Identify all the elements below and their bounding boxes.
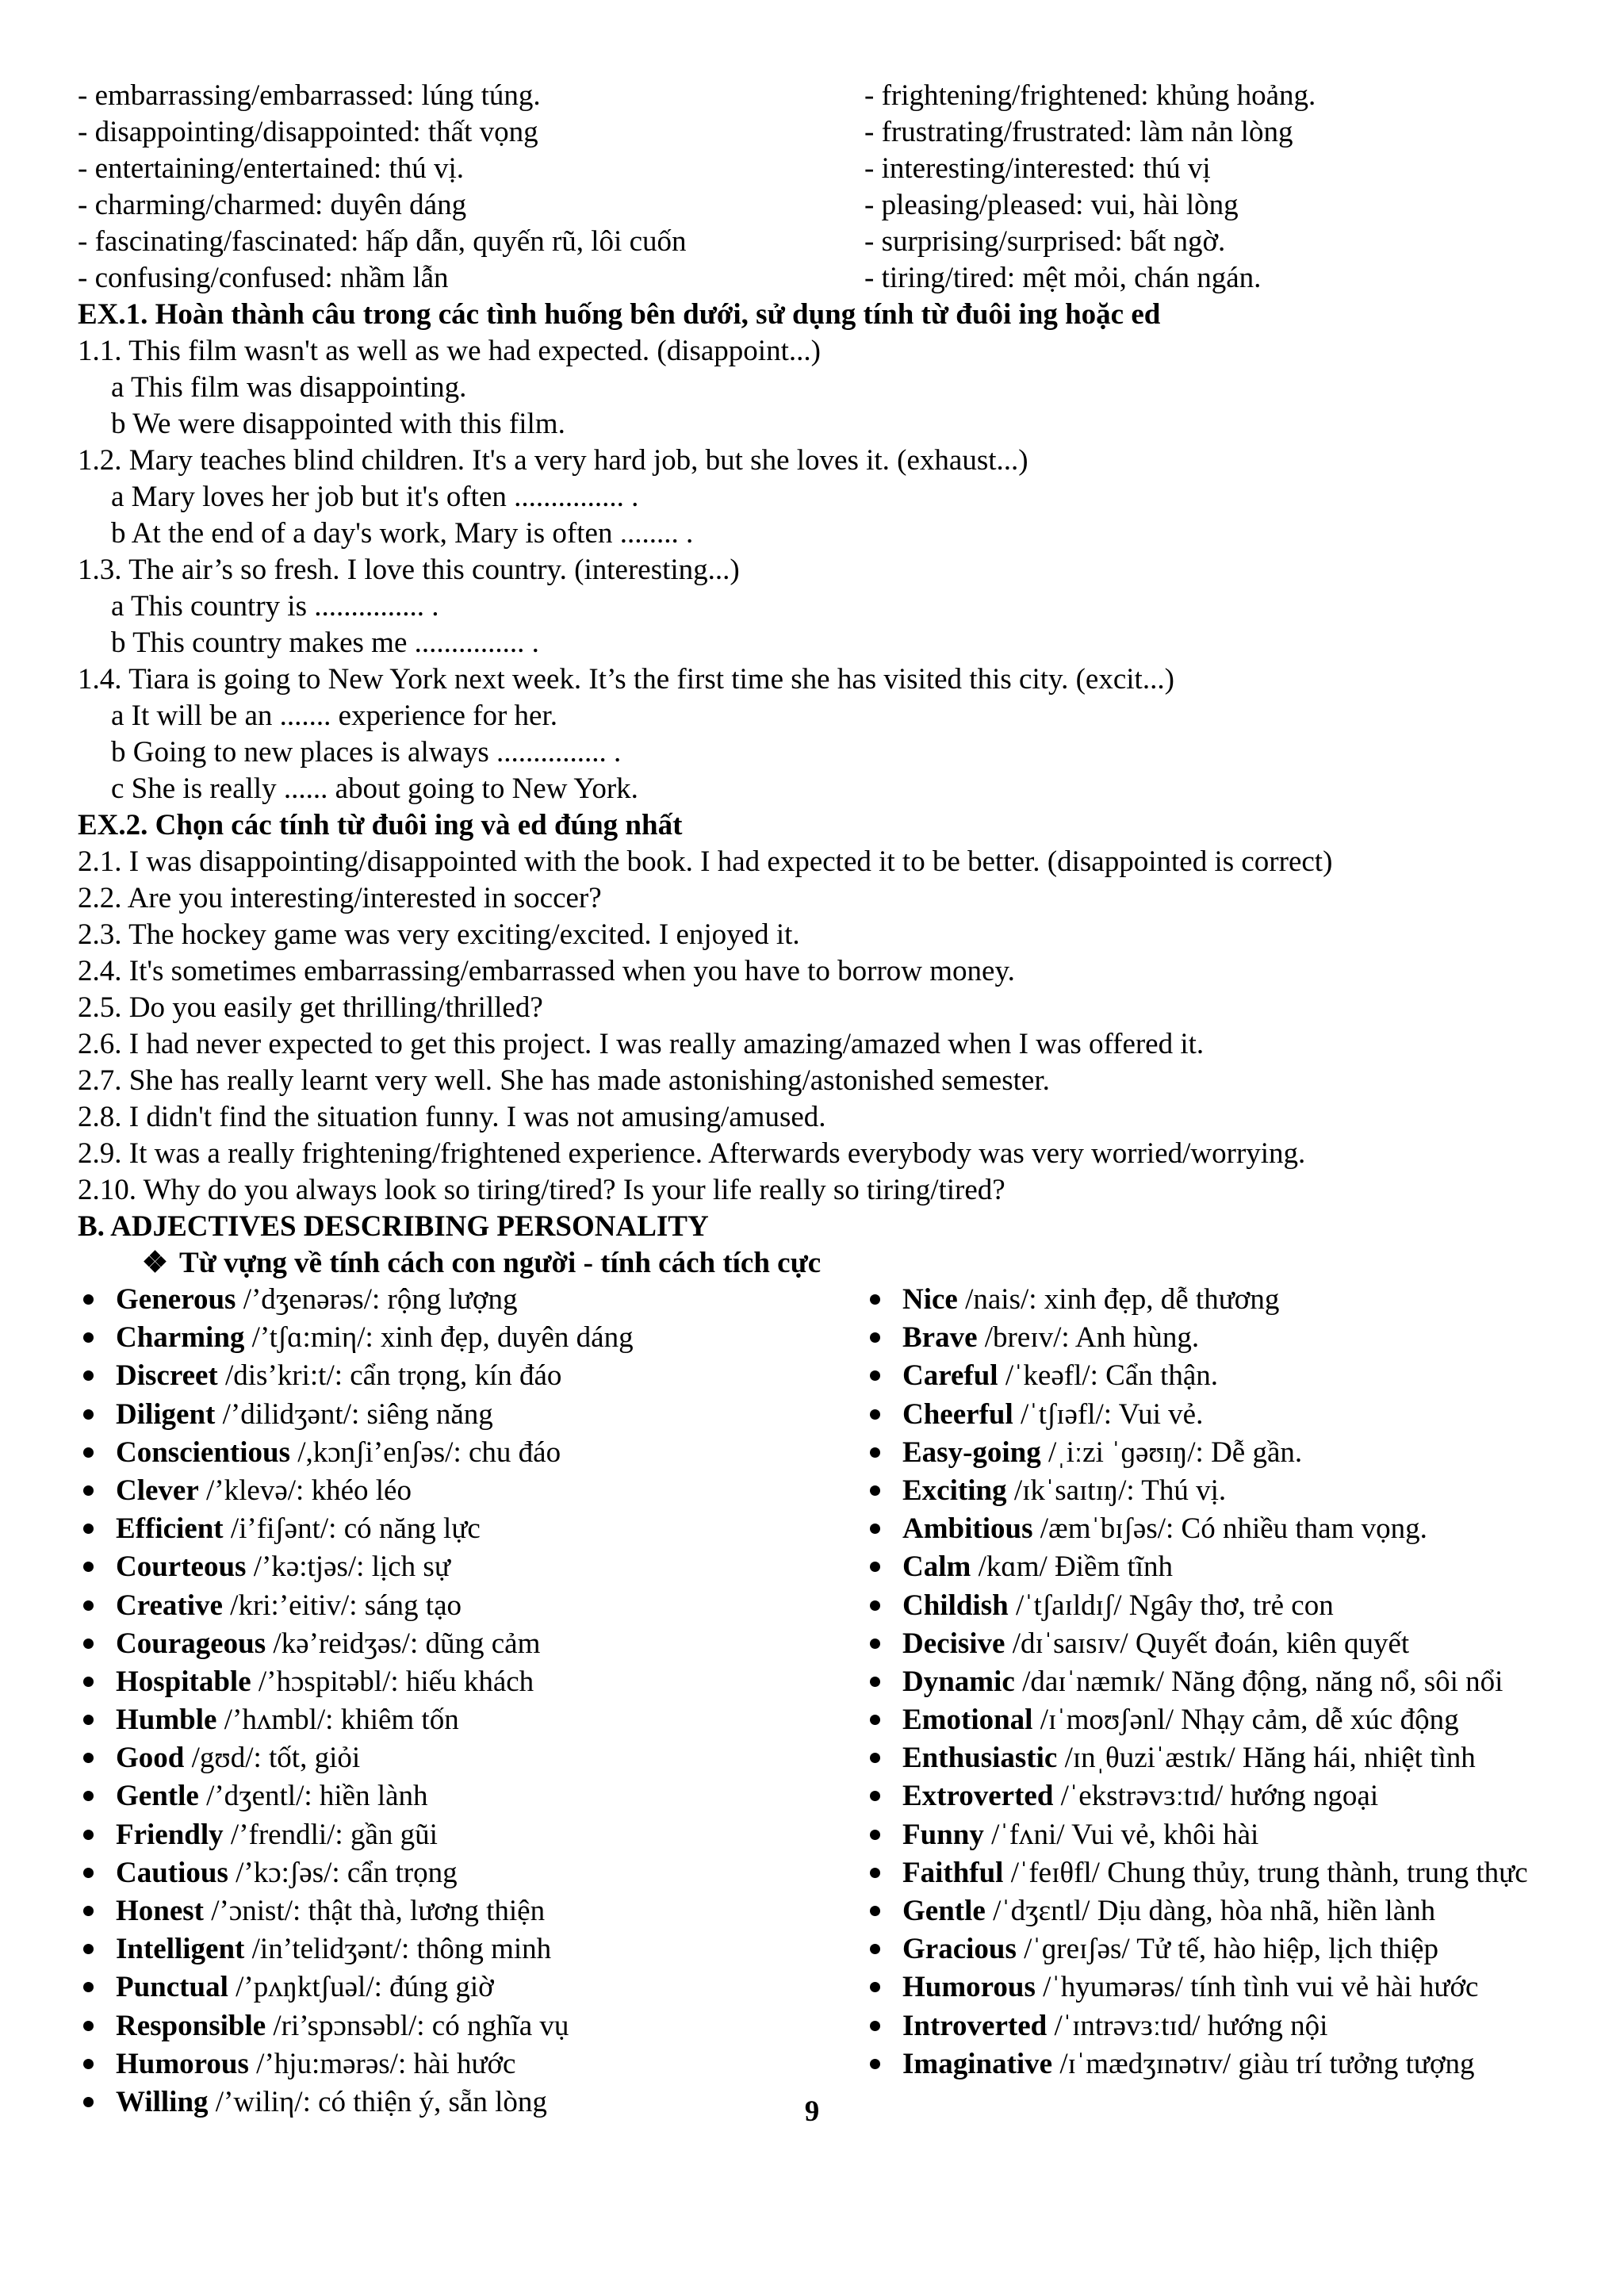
adjective-definition: /ˈfeɪθfl/ Chung thủy, trung thành, trung thực [1003,1856,1528,1889]
bullet-icon [78,1671,100,1693]
adjective-item [78,1626,864,1664]
adjective-entry [116,1626,540,1662]
adjective-word: Courageous [116,1627,266,1660]
ex1-option: b At the end of a day's work, Mary is often ........ . [111,517,694,550]
bullet-icon [864,1518,887,1540]
bullet-icon [864,1824,887,1846]
adjective-word: Hospitable [116,1665,251,1698]
ex2-question: 2.3. The hockey game was very exciting/excited. I enjoyed it. [78,918,800,951]
adjective-entry [902,1855,1528,1892]
adjective-entry [116,1320,634,1356]
bullet-icon [864,1480,887,1502]
adjective-entry [902,1664,1503,1700]
subheading-text: Từ vựng về tính cách con người - tính cách tích cực [179,1247,822,1279]
adjective-word: Nice [902,1283,958,1316]
adjective-entry [902,1397,1203,1433]
adjective-definition: /ˈtʃɪəfl/: Vui vẻ. [1013,1397,1204,1431]
adjective-item [864,1817,1568,1855]
ex2-lines [78,844,1568,1209]
page-number: 9 [804,2095,820,2128]
adjective-definition: /kə’reidʒəs/: dũng cảm [266,1627,541,1660]
section-b-subheading [78,1245,1568,1282]
adjective-word: Careful [902,1359,998,1393]
adjective-item [864,1778,1568,1816]
vocab-left: - embarrassing/embarrassed: lúng túng. [78,79,541,112]
adjective-entry [902,1626,1409,1662]
adjective-word: Imaginative [902,2047,1053,2080]
adjective-definition: /’hʌmbl/: khiêm tốn [216,1704,459,1737]
adjective-item [78,1664,864,1702]
adjective-entry [116,2008,569,2045]
adjective-definition: /ˈtʃaɪldɪʃ/ Ngây thơ, trẻ con [1008,1589,1334,1622]
bullet-icon [864,1709,887,1731]
adjective-entry [116,1931,551,1968]
ex1-option: a It will be an ....... experience for her. [111,700,557,732]
diamond-bullet-icon: ❖ [141,1247,168,1279]
vocab-row [78,78,1568,114]
ex1-heading: EX.1. Hoàn thành câu trong các tình huống bên dưới, sử dụng tính từ đuôi ing hoặc ed [78,298,1161,331]
adjective-definition: /,kɔnʃi’enʃəs/: chu đáo [289,1435,561,1469]
adjective-entry [116,1740,360,1777]
vocab-row [78,224,1568,260]
adjective-word: Cautious [116,1856,228,1889]
adjectives-left-column [78,1282,864,2122]
adjective-entry [902,1817,1258,1853]
adjective-definition: /dɪˈsaɪsɪv/ Quyết đoán, kiên quyết [1005,1627,1410,1660]
adjective-word: Discreet [116,1359,218,1393]
document-page [78,78,1568,2122]
ex2-question: 2.9. It was a really frightening/frightened experience. Afterwards everybody was very worried/worrying. [78,1137,1306,1170]
vocab-right: - interesting/interested: thú vị [864,152,1211,185]
adjective-word: Extroverted [902,1780,1054,1813]
adjective-entry [116,1397,493,1433]
adjective-item [78,1397,864,1435]
adjective-definition: /dis’kri:t/: cẩn trọng, kín đáo [217,1359,562,1393]
adjective-definition: /ɪˈmædʒɪnətɪv/ giàu trí tưởng tượng [1052,2047,1475,2080]
bullet-icon [864,1556,887,1578]
adjective-item [864,1969,1568,2007]
vocab-right: - pleasing/pleased: vui, hài lòng [864,189,1239,221]
adjective-item [864,1397,1568,1435]
adjective-definition: /ˌiːzi ˈɡəʊɪŋ/: Dễ gần. [1040,1435,1303,1469]
bullet-icon [864,1785,887,1807]
adjective-entry [902,1358,1218,1394]
adjective-entry [116,1778,428,1815]
adjective-word: Intelligent [116,1933,245,1966]
vocab-left: - fascinating/fascinated: hấp dẫn, quyến rũ, lôi cuốn [78,225,687,258]
bullet-icon [864,1289,887,1311]
adjective-word: Calm [902,1550,971,1584]
bullet-icon [864,1976,887,1999]
adjective-definition: /’klevə/: khéo léo [198,1474,412,1507]
adjective-word: Humble [116,1704,217,1737]
adjective-word: Gentle [116,1780,199,1813]
adjective-definition: /ˈekstrəvɜːtɪd/ hướng ngoại [1053,1780,1379,1813]
adjective-item [864,1702,1568,1740]
vocab-right: - surprising/surprised: bất ngờ. [864,225,1226,258]
adjective-definition: /gʊd/: tốt, giỏi [184,1742,361,1775]
adjective-item [864,1435,1568,1473]
bullet-icon [78,2053,100,2076]
adjective-item [78,1282,864,1320]
adjective-item [78,1893,864,1931]
adjective-word: Conscientious [116,1435,290,1469]
adjective-entry [116,1855,458,1892]
ex1-option: c She is really ...... about going to New York. [111,772,638,805]
adjective-word: Decisive [902,1627,1005,1660]
adjective-definition: /ˈɪntrəvɜːtɪd/ hướng nội [1047,2009,1328,2042]
adjective-definition: /’pʌŋktʃuəl/: đúng giờ [228,1971,494,2004]
bullet-icon [78,1900,100,1922]
adjective-word: Ambitious [902,1512,1033,1546]
adjective-entry [116,1817,438,1853]
adjective-definition: /ˈfʌni/ Vui vẻ, khôi hài [983,1818,1259,1851]
bullet-icon [78,1976,100,1999]
ex1-question: 1.1. This film wasn't as well as we had expected. (disappoint...) [78,335,821,367]
bullet-icon [78,1824,100,1846]
bullet-icon [78,1442,100,1464]
adjective-definition: /’wiliη/: có thiện ý, sẵn lòng [208,2085,547,2118]
bullet-icon [78,1709,100,1731]
adjective-item [78,1740,864,1778]
ex1-option: a This country is ............... . [111,590,439,623]
bullet-icon [78,1556,100,1578]
adjective-word: Enthusiastic [902,1742,1058,1775]
vocab-row [78,114,1568,151]
adjective-definition: /’dʒenərəs/: rộng lượng [236,1283,518,1316]
adjective-word: Cheerful [902,1397,1013,1431]
ex1-lines [78,333,1568,807]
adjective-entry [902,1969,1478,2006]
adjective-word: Humorous [902,1971,1036,2004]
ex1-option: a This film was disappointing. [111,371,467,404]
vocab-left: - entertaining/entertained: thú vị. [78,152,464,185]
adjective-entry [116,1282,517,1318]
personality-adjectives [78,1282,1568,2122]
bullet-icon [864,1404,887,1426]
bullet-icon [78,1747,100,1769]
adjective-definition: /æmˈbɪʃəs/: Có nhiều tham vọng. [1032,1512,1427,1546]
adjective-item [864,1282,1568,1320]
adjective-item [864,2008,1568,2046]
adjective-item [864,2046,1568,2084]
adjective-item [864,1931,1568,1969]
ex1-question: 1.4. Tiara is going to New York next week. It’s the first time she has visited this city. (excit...) [78,663,1174,696]
adjective-entry [902,1282,1279,1318]
bullet-icon [78,1862,100,1884]
adjective-definition: /’dʒentl/: hiền lành [198,1780,428,1813]
adjectives-right-column [864,1282,1568,2122]
adjective-definition: /’hju:mərəs/: hài hước [248,2047,516,2080]
adjective-item [78,1817,864,1855]
ex1-question: 1.2. Mary teaches blind children. It's a very hard job, but she loves it. (exhaust...) [78,444,1028,477]
adjective-definition: /in’telidʒənt/: thông minh [244,1933,552,1966]
adjective-word: Charming [116,1321,245,1355]
adjective-definition: /ri’spɔnsəbl/: có nghĩa vụ [266,2009,569,2042]
bullet-icon [864,1862,887,1884]
vocab-pairs [78,78,1568,297]
adjective-entry [116,1893,545,1930]
adjective-definition: /nais/: xinh đẹp, dễ thương [957,1283,1280,1316]
adjective-item [78,1588,864,1626]
adjective-word: Generous [116,1283,236,1316]
adjective-definition: /ˈhyumərəs/ tính tình vui vẻ hài hước [1035,1971,1479,2004]
adjective-definition: /’kə:tjəs/: lịch sự [246,1550,450,1584]
vocab-right: - tiring/tired: mệt mỏi, chán ngán. [864,262,1262,294]
adjective-definition: /breɪv/: Anh hùng. [977,1321,1200,1355]
vocab-right: - frustrating/frustrated: làm nản lòng [864,116,1293,148]
adjective-item [78,1358,864,1396]
adjective-item [78,1931,864,1969]
adjective-item [864,1473,1568,1511]
adjective-word: Honest [116,1895,204,1927]
adjective-word: Willing [116,2085,209,2118]
adjective-word: Clever [116,1474,199,1507]
section-b-heading: B. ADJECTIVES DESCRIBING PERSONALITY [78,1210,709,1243]
adjective-entry [902,1740,1476,1777]
adjective-definition: /kɑm/ Điềm tĩnh [971,1550,1174,1584]
adjective-definition: /’dilidʒənt/: siêng năng [215,1397,493,1431]
adjective-word: Good [116,1742,185,1775]
bullet-icon [864,1938,887,1961]
bullet-icon [78,1633,100,1655]
ex1-option: b Going to new places is always ............... . [111,736,622,769]
adjective-definition: /ˈdʒɛntl/ Dịu dàng, hòa nhã, hiền lành [985,1895,1436,1927]
bullet-icon [78,1480,100,1502]
adjective-definition: /ˈɡreɪʃəs/ Tử tế, hào hiệp, lịch thiệp [1016,1933,1438,1966]
bullet-icon [78,1404,100,1426]
adjective-entry [116,1969,494,2006]
adjective-entry [902,1549,1173,1585]
adjective-entry [116,2046,515,2083]
adjective-word: Gentle [902,1895,986,1927]
ex2-question: 2.2. Are you interesting/interested in soccer? [78,882,602,914]
bullet-icon [78,1518,100,1540]
adjective-entry [902,1893,1435,1930]
adjective-definition: /ɪnˌθuziˈæstɪk/ Hăng hái, nhiệt tình [1057,1742,1476,1775]
adjective-word: Easy-going [902,1435,1041,1469]
adjective-item [864,1511,1568,1549]
vocab-row [78,151,1568,187]
adjective-item [864,1549,1568,1587]
bullet-icon [78,1595,100,1617]
vocab-left: - disappointing/disappointed: thất vọng [78,116,538,148]
adjective-word: Dynamic [902,1665,1015,1698]
vocab-left: - confusing/confused: nhầm lẫn [78,262,449,294]
ex1-option: b We were disappointed with this film. [111,408,565,440]
adjective-item [864,1855,1568,1893]
adjective-word: Humorous [116,2047,249,2080]
adjective-entry [116,1511,481,1547]
adjective-item [78,2046,864,2084]
adjective-definition: /i’fiʃənt/: có năng lực [223,1512,481,1546]
ex1-option: a Mary loves her job but it's often ............... . [111,481,639,513]
bullet-icon [78,1289,100,1311]
adjective-entry [116,1358,561,1394]
adjective-definition: /’tʃɑ:miη/: xinh đẹp, duyên dáng [244,1321,634,1355]
adjective-item [78,1855,864,1893]
adjective-item [864,1664,1568,1702]
adjective-item [864,1588,1568,1626]
adjective-item [78,1320,864,1358]
bullet-icon [864,2015,887,2037]
adjective-word: Responsible [116,2009,266,2042]
vocab-left: - charming/charmed: duyên dáng [78,189,467,221]
adjective-word: Friendly [116,1818,224,1851]
adjective-word: Childish [902,1589,1009,1622]
adjective-item [78,2008,864,2046]
adjective-definition: /’kɔ:ʃəs/: cẩn trọng [228,1856,458,1889]
ex2-question: 2.7. She has really learnt very well. She has made astonishing/astonished semester. [78,1064,1050,1097]
adjective-word: Brave [902,1321,978,1355]
ex1-option: b This country makes me ............... . [111,627,539,659]
adjective-item [864,1893,1568,1931]
adjective-definition: /’ɔnist/: thật thà, lương thiện [204,1895,546,1927]
bullet-icon [78,2015,100,2037]
adjective-item [78,1473,864,1511]
bullet-icon [78,1785,100,1807]
ex2-question: 2.1. I was disappointing/disappointed with the book. I had expected it to be better. (disappointed is correct) [78,845,1333,878]
adjective-item [78,1435,864,1473]
adjective-item [78,1702,864,1740]
bullet-icon [864,1442,887,1464]
bullet-icon [78,1365,100,1387]
ex2-question: 2.10. Why do you always look so tiring/tired? Is your life really so tiring/tired? [78,1174,1005,1206]
adjective-definition: /ˈkeəfl/: Cẩn thận. [998,1359,1218,1393]
adjective-entry [902,2008,1327,2045]
adjective-item [78,1969,864,2007]
adjective-definition: /ɪˈmoʊʃənl/ Nhạy cảm, dễ xúc động [1032,1704,1459,1737]
vocab-row [78,260,1568,297]
adjective-word: Punctual [116,1971,228,2004]
adjective-word: Courteous [116,1550,247,1584]
adjective-entry [902,1473,1226,1509]
ex1-question: 1.3. The air’s so fresh. I love this country. (interesting...) [78,554,740,586]
adjective-entry [902,1320,1199,1356]
adjective-word: Introverted [902,2009,1048,2042]
adjective-definition: /kri:’eitiv/: sáng tạo [222,1589,462,1622]
adjective-definition: /’hɔspitəbl/: hiếu khách [251,1665,534,1698]
bullet-icon [864,1595,887,1617]
adjective-word: Faithful [902,1856,1004,1889]
adjective-word: Exciting [902,1474,1007,1507]
adjective-entry [902,1511,1427,1547]
ex2-question: 2.5. Do you easily get thrilling/thrilled? [78,991,543,1024]
bullet-icon [864,1365,887,1387]
adjective-entry [902,1778,1378,1815]
bullet-icon [864,1327,887,1349]
adjective-definition: /daɪˈnæmɪk/ Năng động, năng nổ, sôi nổi [1014,1665,1503,1698]
bullet-icon [864,2053,887,2076]
adjective-item [864,1626,1568,1664]
bullet-icon [864,1633,887,1655]
adjective-entry [116,1435,561,1471]
adjective-entry [116,1473,412,1509]
adjective-definition: /’frendli/: gần gũi [223,1818,438,1851]
bullet-icon [864,1900,887,1922]
adjective-word: Diligent [116,1397,216,1431]
bullet-icon [78,1938,100,1961]
adjective-entry [902,1702,1459,1738]
adjective-word: Gracious [902,1933,1017,1966]
vocab-row [78,187,1568,224]
adjective-word: Emotional [902,1704,1033,1737]
adjective-word: Funny [902,1818,984,1851]
adjective-entry [902,1435,1302,1471]
vocab-right: - frightening/frightened: khủng hoảng. [864,79,1316,112]
ex2-heading: EX.2. Chọn các tính từ đuôi ing và ed đúng nhất [78,809,683,841]
adjective-item [78,1549,864,1587]
adjective-item [78,1511,864,1549]
adjective-entry [116,1549,450,1585]
adjective-item [864,1358,1568,1396]
adjective-entry [902,2046,1475,2083]
bullet-icon [864,1671,887,1693]
adjective-item [864,1740,1568,1778]
adjective-entry [116,1588,462,1624]
adjective-entry [116,1702,459,1738]
adjective-entry [902,1931,1438,1968]
ex2-question: 2.6. I had never expected to get this project. I was really amazing/amazed when I was offered it. [78,1028,1205,1060]
adjective-definition: /ɪkˈsaɪtɪŋ/: Thú vị. [1006,1474,1227,1507]
bullet-icon [864,1747,887,1769]
bullet-icon [78,1327,100,1349]
adjective-word: Efficient [116,1512,224,1546]
ex2-question: 2.8. I didn't find the situation funny. I was not amusing/amused. [78,1101,826,1133]
adjective-item [78,1778,864,1816]
adjective-word: Creative [116,1589,223,1622]
adjective-entry [116,1664,534,1700]
adjective-entry [902,1588,1334,1624]
adjective-item [864,1320,1568,1358]
ex2-question: 2.4. It's sometimes embarrassing/embarrassed when you have to borrow money. [78,955,1015,987]
